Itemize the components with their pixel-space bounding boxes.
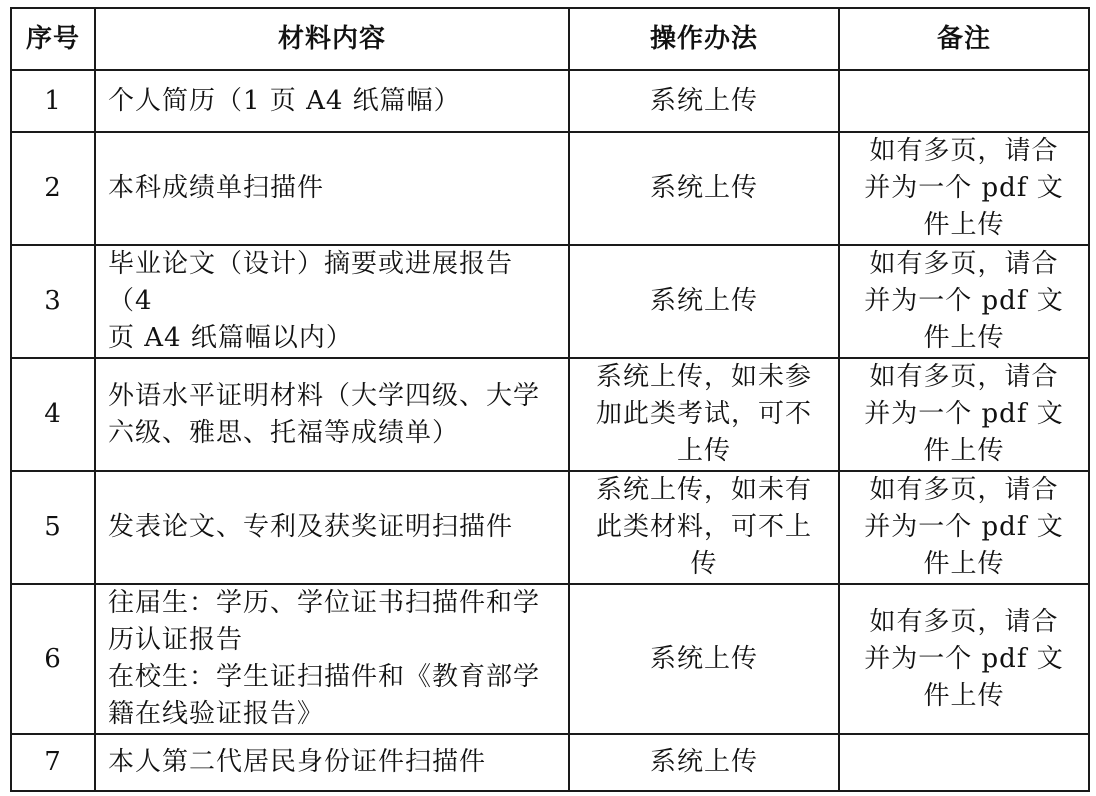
- row-number: 1: [11, 70, 95, 132]
- content-line: 本科成绩单扫描件: [108, 173, 325, 203]
- header-number: 序号: [11, 8, 95, 70]
- table-row: [11, 70, 1089, 132]
- row-note: [839, 70, 1089, 132]
- operation-line: 系统上传，如未有: [595, 475, 812, 505]
- note-line: 如有多页，请合: [869, 475, 1059, 505]
- content-line: 个人简历（1 页 A4 纸篇幅）: [108, 85, 461, 116]
- row-number: 2: [11, 132, 95, 245]
- operation-line: 此类材料，可不上: [595, 512, 812, 542]
- row-operation: [569, 245, 839, 358]
- table-row: [11, 132, 1089, 245]
- row-note: [839, 358, 1089, 471]
- operation-line: 系统上传: [649, 747, 758, 777]
- note-line: 件上传: [923, 436, 1005, 466]
- note-line: 并为一个 pdf 文: [864, 286, 1064, 316]
- table-row: [11, 584, 1089, 734]
- content-line: 历认证报告: [108, 625, 244, 655]
- note-line: 件上传: [923, 549, 1005, 579]
- row-content: [95, 132, 569, 245]
- content-line: 发表论文、专利及获奖证明扫描件: [108, 512, 514, 542]
- row-content: [95, 358, 569, 471]
- row-content: [95, 70, 569, 132]
- header-content: 材料内容: [95, 8, 569, 70]
- materials-table: [10, 7, 1090, 792]
- note-line: 并为一个 pdf 文: [864, 512, 1064, 542]
- header-note: 备注: [839, 8, 1089, 70]
- row-operation: [569, 70, 839, 132]
- row-content: [95, 471, 569, 584]
- row-note: [839, 584, 1089, 734]
- row-operation: [569, 734, 839, 791]
- table-row: [11, 471, 1089, 584]
- note-line: 并为一个 pdf 文: [864, 643, 1064, 674]
- row-note: [839, 734, 1089, 791]
- note-line: 并为一个 pdf 文: [864, 399, 1064, 429]
- content-line: 本人第二代居民身份证件扫描件: [108, 747, 487, 777]
- note-line: 如有多页，请合: [869, 606, 1059, 637]
- row-number: 6: [11, 584, 95, 734]
- row-note: [839, 245, 1089, 358]
- table-row: [11, 734, 1089, 791]
- content-line: 在校生：学生证扫描件和《教育部学: [108, 662, 541, 692]
- row-content: [95, 734, 569, 791]
- content-line: 页 A4 纸篇幅以内）: [108, 323, 353, 353]
- note-line: 件上传: [923, 210, 1005, 240]
- row-number: 3: [11, 245, 95, 358]
- row-operation: [569, 132, 839, 245]
- header-operation: 操作办法: [569, 8, 839, 70]
- row-content: [95, 245, 569, 358]
- content-line: 籍在线验证报告》: [108, 699, 325, 729]
- operation-line: 上传: [676, 436, 731, 466]
- row-operation: [569, 358, 839, 471]
- operation-line: 加此类考试，可不: [595, 399, 812, 429]
- note-line: 并为一个 pdf 文: [864, 173, 1064, 203]
- row-operation: [569, 584, 839, 734]
- operation-line: 传: [690, 549, 718, 579]
- row-operation: [569, 471, 839, 584]
- operation-line: 系统上传: [649, 85, 758, 116]
- row-number: 7: [11, 734, 95, 791]
- note-line: 如有多页，请合: [869, 249, 1059, 279]
- content-line: 毕业论文（设计）摘要或进展报告（4: [108, 249, 514, 316]
- row-number: 5: [11, 471, 95, 584]
- operation-line: 系统上传: [649, 173, 758, 203]
- row-content: [95, 584, 569, 734]
- note-line: 如有多页，请合: [869, 136, 1059, 166]
- row-note: [839, 132, 1089, 245]
- operation-line: 系统上传: [649, 286, 758, 316]
- content-line: 往届生：学历、学位证书扫描件和学: [108, 588, 541, 618]
- content-line: 六级、雅思、托福等成绩单）: [108, 417, 460, 448]
- note-line: 件上传: [923, 680, 1005, 711]
- table-row: [11, 358, 1089, 471]
- row-note: [839, 471, 1089, 584]
- row-number: 4: [11, 358, 95, 471]
- note-line: 件上传: [923, 323, 1005, 353]
- table-row: [11, 245, 1089, 358]
- operation-line: 系统上传: [649, 643, 758, 674]
- note-line: 如有多页，请合: [869, 362, 1059, 392]
- operation-line: 系统上传，如未参: [595, 362, 812, 392]
- header-row: [11, 8, 1089, 70]
- content-line: 外语水平证明材料（大学四级、大学: [108, 380, 541, 411]
